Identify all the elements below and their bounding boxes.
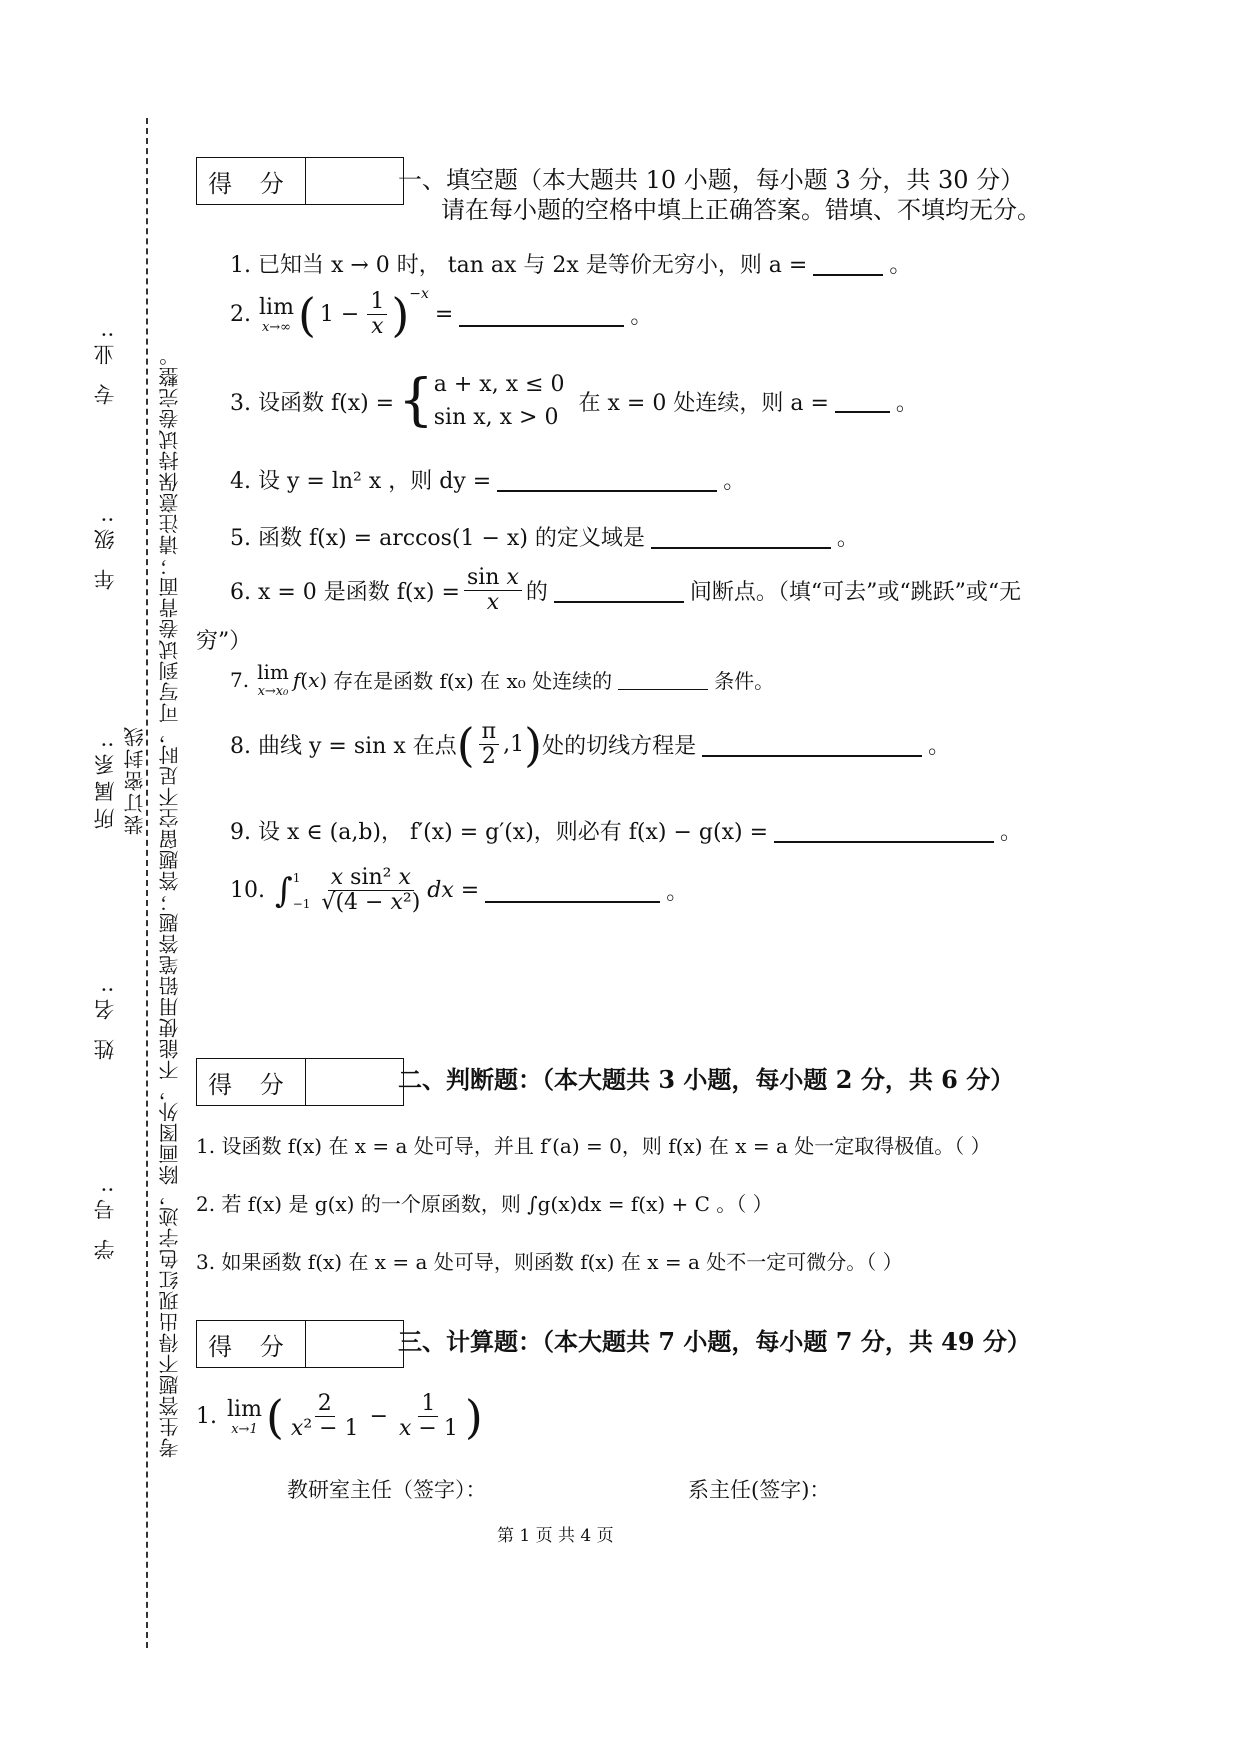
score-blank <box>306 158 403 204</box>
s1-question-4 <box>230 464 745 495</box>
s2-question-3: 3. 如果函数 f(x) 在 x = a 处可导，则函数 f(x) 在 x = a 处不一定可微分。（ ） <box>196 1250 903 1274</box>
s1-q4-period: 。 <box>723 469 746 494</box>
s1-question-5 <box>230 521 859 552</box>
s1-question-6-cont: 穷”） <box>196 629 252 654</box>
department-label: 所属系: <box>93 735 117 830</box>
section-1-subtitle: 请在每小题的空格中填上正确答案。错填、不填均无分。 <box>441 196 1041 224</box>
s1-q2-period: 。 <box>630 304 653 330</box>
limit-operator-x0: lim x→x₀ <box>257 660 289 699</box>
s1-q7-number: 7. <box>230 667 250 692</box>
s1-q3-text: 3. 设函数 f(x) = <box>230 390 395 416</box>
section-2-title: 二、判断题：（本大题共 3 小题，每小题 2 分，共 6 分） <box>398 1065 1015 1094</box>
name-label: 姓 名: <box>93 980 117 1060</box>
score-box-3 <box>196 1320 404 1368</box>
score-label: 得 分 <box>197 1321 306 1367</box>
s1-q6-blank <box>554 579 684 603</box>
s1-question-3: 3. 设函数 f(x) = { a + x, x ≤ 0 sin x, x > 0 在 x = 0 处连续，则 a = 。 <box>230 368 918 433</box>
s1-q3-blank <box>835 389 890 413</box>
s1-q10-blank <box>485 879 660 903</box>
s3-q1-number: 1. <box>196 1404 217 1430</box>
s1-question-6: 6. x = 0 是函数 f(x) = $\frac{\text{sin x}}{x}$ 的 间断点。（填“可去”或“跳跃”或“无 <box>230 565 1022 616</box>
s1-q7-suffix: 条件。 <box>714 669 775 693</box>
score-box-2 <box>196 1058 404 1106</box>
s1-q3-case-2: sin x, x > 0 <box>433 405 559 430</box>
major-label: 专 业: <box>93 325 117 405</box>
s1-q6-mid: 的 <box>525 580 548 606</box>
s3-question-1: 1. lim x→1 ( $\frac{2}{\text{x² − 1}}$ − $\frac{1}{x - 1}$ ) <box>196 1389 483 1444</box>
s1-q3-period: 。 <box>895 390 918 416</box>
s1-q5-blank <box>651 525 831 549</box>
s1-question-1 <box>230 248 911 279</box>
s1-question-8: 8. 曲线 y = sin x 在点 ( $\frac{\pi}{2}$ ,1 ) 处的切线方程是 。 <box>230 717 951 772</box>
s1-q8-suffix: 处的切线方程是 <box>542 734 697 760</box>
s1-question-2: 2. lim x→∞ ( 1 − $\frac{1}{x}$ ) −x = 。 <box>230 286 653 342</box>
s1-q9-text: 9. 设 x ∈ (a,b)， f′(x) = g′(x)，则必有 f(x) − g(x) = <box>230 820 769 845</box>
s1-q2-number: 2. <box>230 302 251 328</box>
s1-q7-blank <box>618 669 708 690</box>
s1-q1-blank <box>813 252 883 276</box>
s1-q6-prefix: 6. x = 0 是函数 f(x) = <box>230 580 460 606</box>
binding-line-label: 装订密封线 <box>123 725 147 835</box>
s2-question-2: 2. 若 f(x) 是 g(x) 的一个原函数，则 ∫g(x)dx = f(x) + C 。（ ） <box>196 1192 773 1216</box>
s2-question-1: 1. 设函数 f(x) 在 x = a 处可导，并且 f′(a) = 0，则 f(x) 在 x = a 处一定取得极值。（ ） <box>196 1134 991 1158</box>
section-3-title: 三、计算题：（本大题共 7 小题，每小题 7 分，共 49 分） <box>398 1327 1031 1356</box>
s1-q3-suffix: 在 x = 0 处连续，则 a = <box>578 390 829 416</box>
s1-q7-text: 存在是函数 f(x) 在 x₀ 处连续的 <box>333 669 613 693</box>
student-id-label: 学 号: <box>93 1180 117 1260</box>
section-1-title: 一、填空题（本大题共 10 小题，每小题 3 分，共 30 分） <box>398 166 1025 194</box>
s1-q3-case-1: a + x, x ≤ 0 <box>433 372 565 397</box>
page-number: 第 1 页 共 4 页 <box>497 1526 614 1546</box>
score-label: 得 分 <box>197 1059 306 1105</box>
footer-department-head-signature: 系主任(签字)： <box>688 1478 831 1502</box>
s1-q8-blank <box>702 733 922 757</box>
s1-q2-blank <box>459 303 624 327</box>
s1-q9-blank <box>774 819 994 843</box>
score-box-1 <box>196 157 404 205</box>
s1-q5-text: 5. 函数 f(x) = arccos(1 − x) 的定义域是 <box>230 526 645 551</box>
s1-q1-period: 。 <box>889 253 912 278</box>
s1-q10-period: 。 <box>666 880 689 906</box>
score-label: 得 分 <box>197 158 306 204</box>
s1-q4-text: 4. 设 y = ln² x ，则 dy = <box>230 469 492 494</box>
score-blank <box>306 1321 403 1367</box>
s1-q5-period: 。 <box>836 526 859 551</box>
s1-question-7: 7. lim x→x₀ f(x) 存在是函数 f(x) 在 x₀ 处连续的 条件。 <box>230 660 775 699</box>
s1-question-9 <box>230 815 1022 846</box>
exam-notice: 考生答题不得出现红色字迹，除画图外，不能使用铅笔答题；答题留空不足时，可写到试卷背面；请注意保持试卷完整。 <box>158 345 182 1458</box>
s1-q10-number: 10. <box>230 878 265 904</box>
limit-operator: lim x→∞ <box>259 294 294 335</box>
s1-q1-text: 1. 已知当 x → 0 时， tan ax 与 2x 是等价无穷小，则 a = <box>230 253 808 278</box>
limit-operator-1: lim x→1 <box>227 1396 262 1437</box>
s1-q9-period: 。 <box>1000 820 1023 845</box>
s1-question-10: 10. ∫ 1 −1 $\frac{\text{x sin² x}}{\text{√(4 − x²)}}$ dx = 。 <box>230 865 689 916</box>
s1-q4-blank <box>497 468 717 492</box>
binding-dashed-line <box>146 118 148 1648</box>
grade-label: 年 级: <box>93 510 117 590</box>
s1-q8-period: 。 <box>928 734 951 760</box>
score-blank <box>306 1059 403 1105</box>
s1-q6-suffix: 间断点。（填“可去”或“跳跃”或“无 <box>689 580 1022 606</box>
footer-office-head-signature: 教研室主任（签字）： <box>287 1478 487 1502</box>
s1-q8-prefix: 8. 曲线 y = sin x 在点 <box>230 734 457 760</box>
